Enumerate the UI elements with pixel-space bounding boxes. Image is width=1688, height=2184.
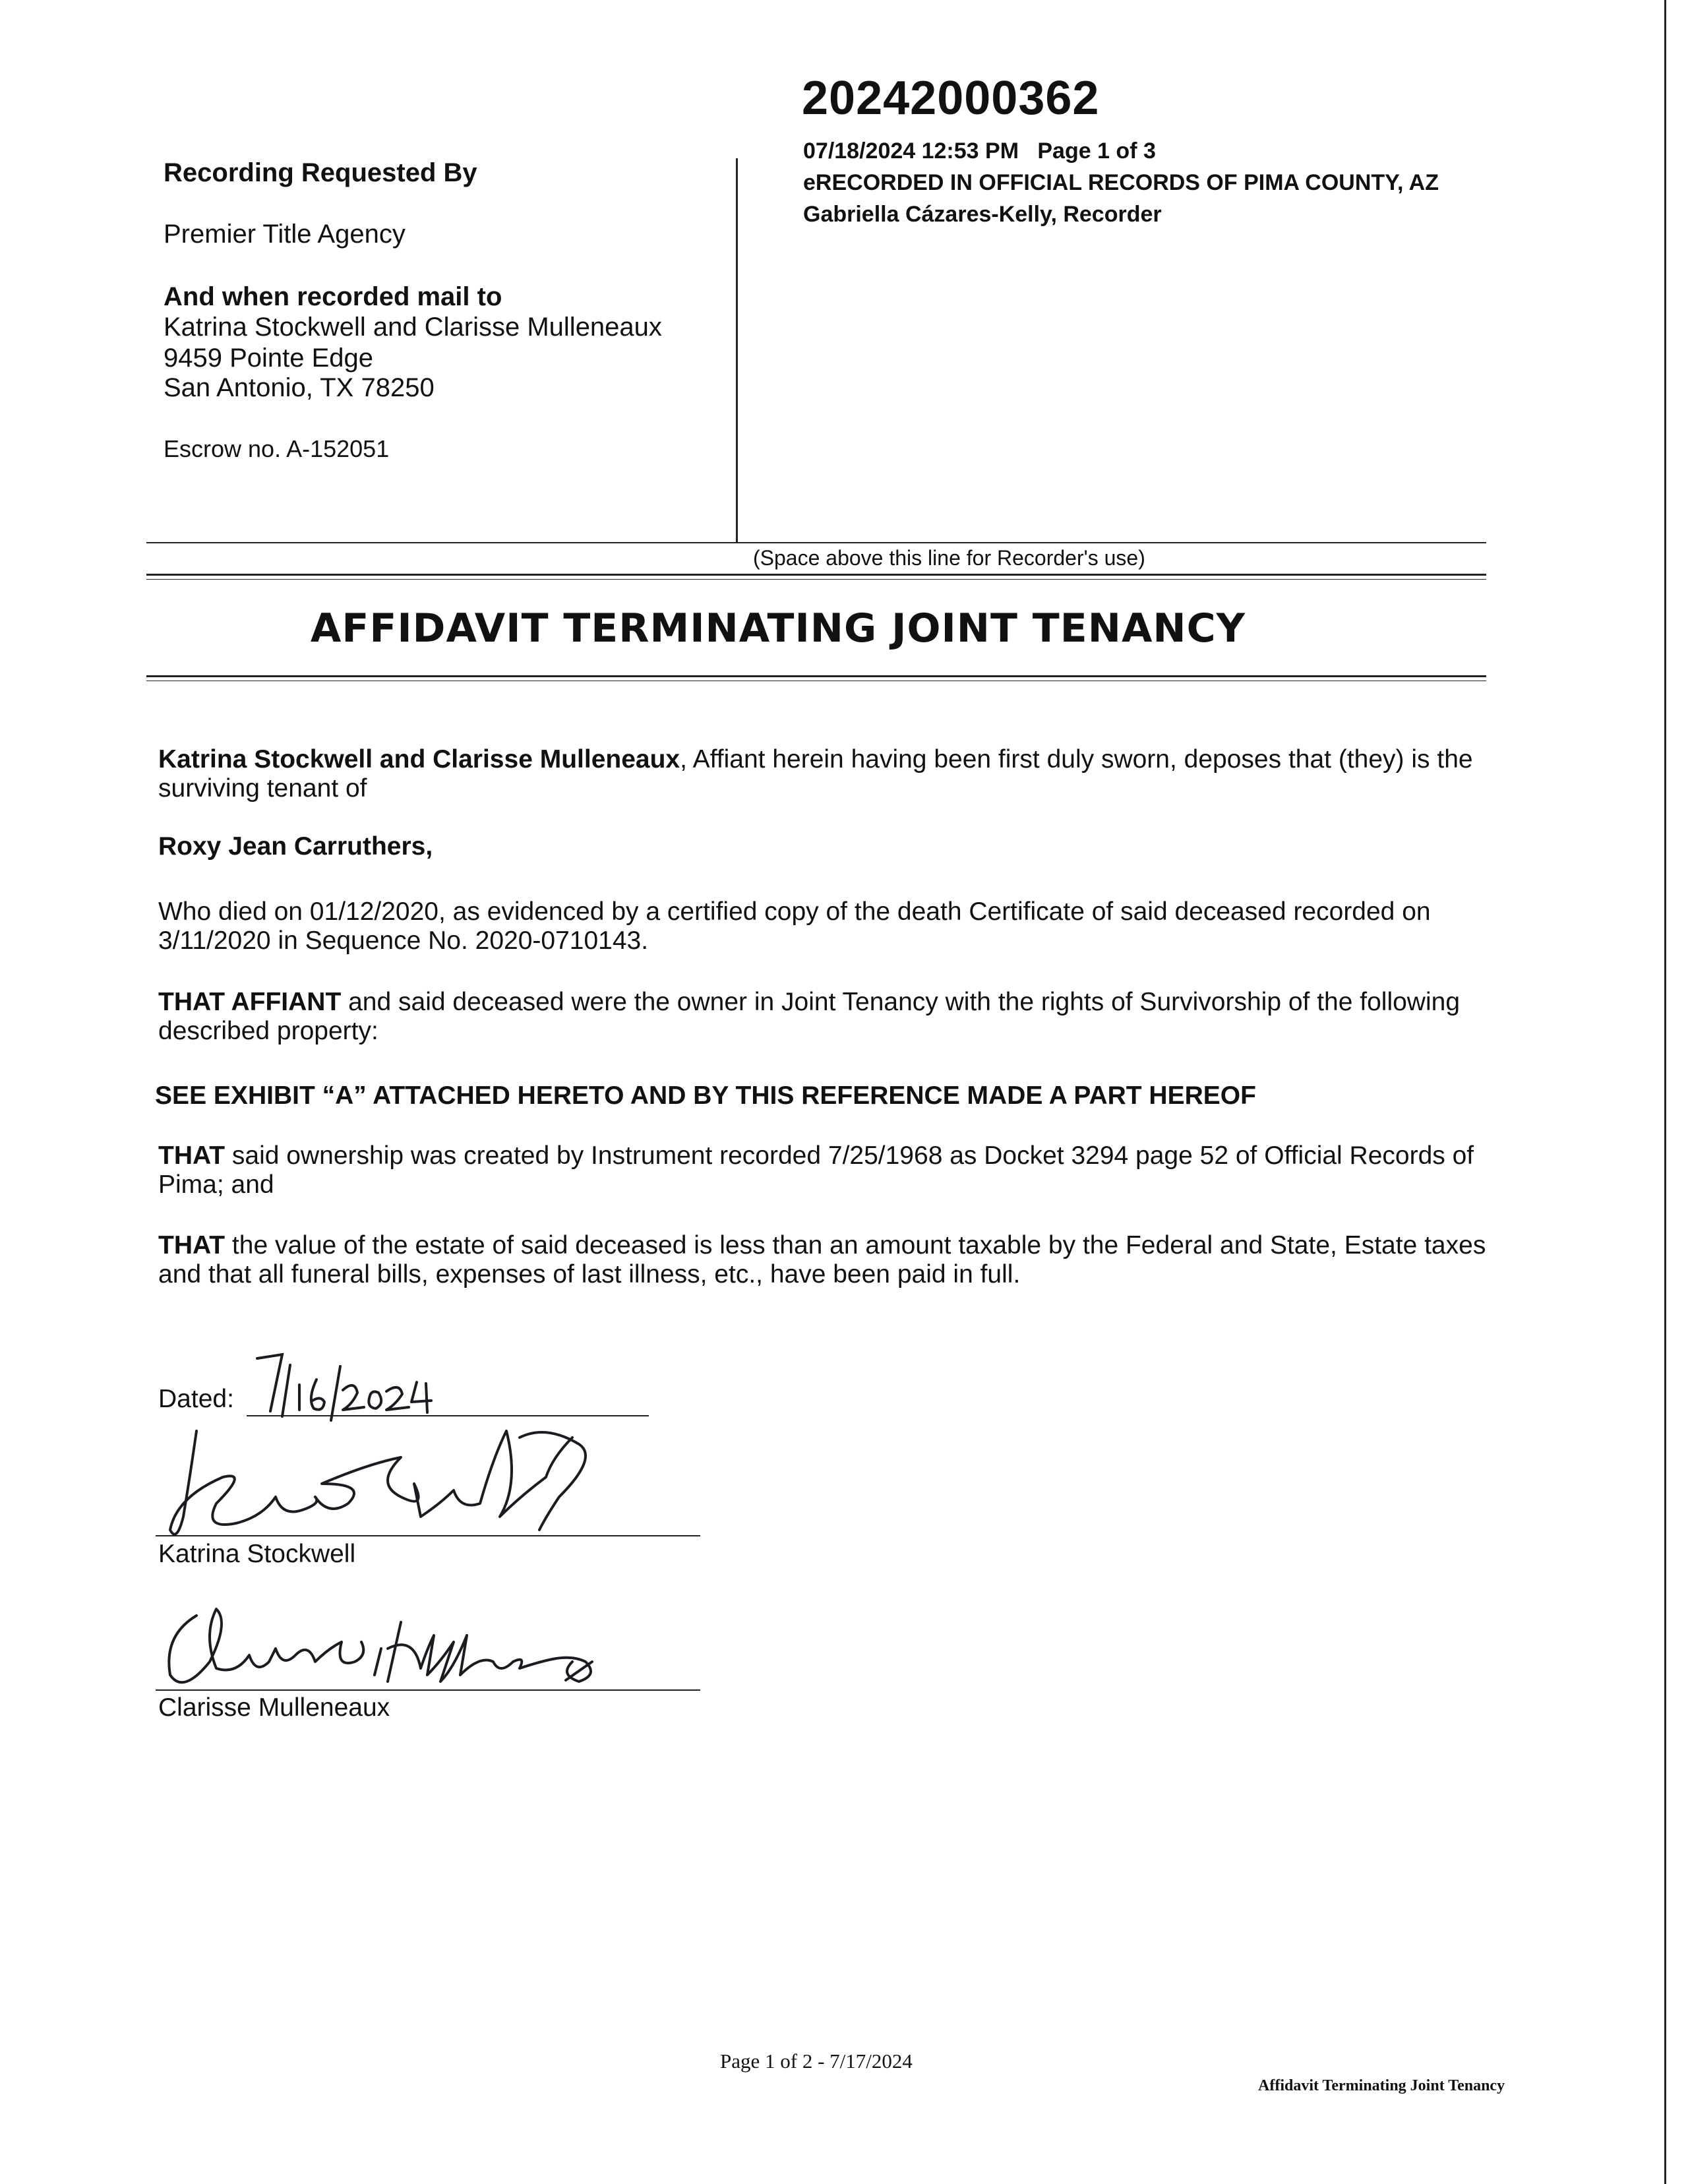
footer-document-title: Affidavit Terminating Joint Tenancy — [1258, 2077, 1505, 2094]
mail-to-name: Katrina Stockwell and Clarisse Mulleneaux — [164, 313, 662, 342]
signature-line-1 — [156, 1535, 700, 1536]
escrow-number: Escrow no. A-152051 — [164, 435, 390, 462]
header-vertical-divider — [736, 158, 738, 542]
recorder-space-note: (Space above this line for Recorder's use) — [753, 546, 1145, 570]
recording-requested-label: Recording Requested By — [164, 158, 477, 187]
that-affiant-label: THAT AFFIANT — [158, 988, 342, 1016]
signer-2-name: Clarisse Mulleneaux — [158, 1693, 390, 1722]
mail-to-city: San Antonio, TX 78250 — [164, 373, 435, 402]
affiant-statement: , Affiant herein having been first duly sworn, deposes that (they) is the surviving tenant of — [158, 745, 1473, 803]
deceased-name: Roxy Jean Carruthers, — [158, 832, 433, 861]
recording-date-page: 07/18/2024 12:53 PM Page 1 of 3 — [803, 138, 1156, 164]
estate-paragraph — [158, 1231, 1497, 1289]
scan-edge-line — [1664, 0, 1666, 2184]
affiant-paragraph — [158, 745, 1497, 803]
recording-requested-by: Premier Title Agency — [164, 220, 406, 249]
handwritten-date-six — [311, 1380, 324, 1410]
title-top-rule-thin — [146, 579, 1486, 580]
signature-katrina-stockwell — [150, 1418, 625, 1550]
signer-1-name: Katrina Stockwell — [158, 1540, 356, 1568]
that-label: THAT — [158, 1231, 226, 1259]
footer-page-number: Page 1 of 2 - 7/17/2024 — [720, 2049, 913, 2073]
instrument-paragraph — [158, 1141, 1497, 1199]
exhibit-reference: SEE EXHIBIT “A” ATTACHED HERETO AND BY THIS REFERENCE MADE A PART HEREOF — [155, 1081, 1256, 1110]
handwritten-date-slash1 — [282, 1365, 290, 1416]
recorder-name: Gabriella Cázares-Kelly, Recorder — [803, 202, 1162, 227]
estate-statement: the value of the estate of said deceased is less than an amount taxable by the Federal and State, Estate taxes and that all funeral bills, expenses of last illness, etc., have been paid in full. — [158, 1231, 1486, 1289]
handwritten-date-seven — [257, 1354, 282, 1411]
that-label: THAT — [158, 1141, 226, 1170]
document-title: AFFIDAVIT TERMINATING JOINT TENANCY — [310, 605, 1246, 652]
signature-clarisse-mulleneaux — [150, 1596, 651, 1708]
signature-line-2 — [156, 1689, 700, 1691]
title-bottom-rule — [146, 675, 1486, 677]
handwritten-date — [244, 1339, 495, 1424]
ownership-statement: and said deceased were the owner in Joint Tenancy with the rights of Survivorship of the following described property: — [158, 988, 1461, 1045]
death-paragraph: Who died on 01/12/2020, as evidenced by a certified copy of the death Certificate of said deceased recorded on 3/11/2020 in Sequence No. 2020-0710143. — [158, 897, 1431, 955]
title-top-rule — [146, 574, 1486, 576]
ownership-paragraph — [158, 988, 1497, 1046]
instrument-statement: said ownership was created by Instrument recorded 7/25/1968 as Docket 3294 page 52 of Official Records of Pima; and — [158, 1141, 1474, 1199]
recording-office: eRECORDED IN OFFICIAL RECORDS OF PIMA COUNTY, AZ — [803, 170, 1439, 195]
mail-to-street: 9459 Pointe Edge — [164, 344, 374, 373]
mail-to-label: And when recorded mail to — [164, 282, 502, 311]
recording-number: 20242000362 — [802, 72, 1100, 125]
handwritten-date-slash2 — [331, 1366, 340, 1420]
handwritten-date-year — [343, 1382, 431, 1412]
recorder-space-line — [146, 542, 1486, 543]
dated-label: Dated: — [158, 1385, 234, 1413]
affiant-names: Katrina Stockwell and Clarisse Mulleneaux — [158, 745, 680, 774]
